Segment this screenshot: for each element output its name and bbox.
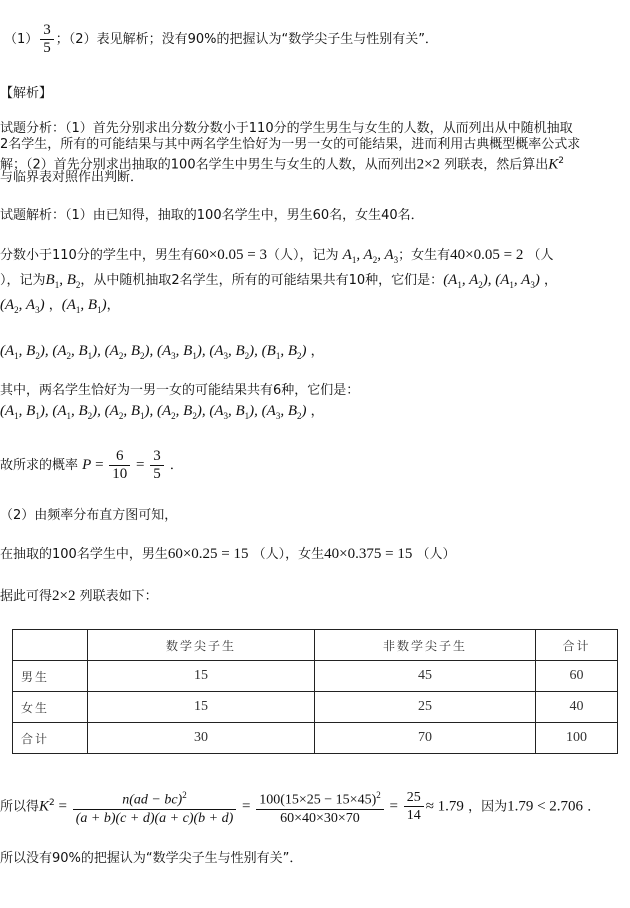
- table-cell: 15: [88, 661, 315, 692]
- table-row: [13, 661, 618, 692]
- solution-line-5: 其中，两名学生恰好为一男一女的可能结果共有6种，它们是：: [0, 383, 360, 398]
- table-cell: 25: [315, 692, 536, 723]
- analysis-line-4: 与临界表对照作出判断．: [0, 170, 144, 185]
- analysis-heading: 【解析】: [0, 86, 53, 101]
- table-header-cell: 非数学尖子生: [315, 630, 536, 661]
- analysis-line-2: 2名学生，所有的可能结果与其中两名学生恰好为一男一女的可能结果，进而利用古典概型概率公式求: [0, 137, 581, 152]
- solution-line-6: ($A_1$, $B_1$), ($A_1$, $B_2$), ($A_2$, $B_1$), ($A_2$, $B_2$), ($A_3$, $B_1$), ($A_3$, $B_2$) ，: [0, 403, 324, 421]
- table-cell: 100: [536, 723, 618, 754]
- conclusion: 所以没有90%的把握认为“数学尖子生与性别有关”．: [0, 851, 303, 866]
- set-A-boys: $A_1$, $A_2$, $A_3$: [342, 247, 399, 265]
- table-cell: 45: [315, 661, 536, 692]
- solution-intro: 试题解析：（1）由已知得，抽取的100名学生中，男生60名，女生40名．: [0, 208, 424, 223]
- table-header-cell: 数学尖子生: [88, 630, 315, 661]
- part2-intro: （2）由频率分布直方图可知，: [0, 508, 178, 523]
- answer-line: （1） $\frac{3}{5}$ ；（2）表见解析；没有90%的把握认为“数学尖子生与性别有关”．: [4, 22, 438, 56]
- contingency-table: [12, 629, 618, 754]
- table-cell: 70: [315, 723, 536, 754]
- table-cell: 40: [536, 692, 618, 723]
- table-row-label: 合计: [13, 723, 88, 754]
- analysis-line-3: 解；（2）首先分别求出抽取的100名学生中男生与女生的人数，从而列出2×2 列联表，然后算出$K^2$: [0, 156, 564, 173]
- table-header-cell: [13, 630, 88, 661]
- analysis-line-1: 试题分析：（1）首先分别求出分数分数小于110分的学生男生与女生的人数，从而列出从中随机抽取: [0, 121, 573, 136]
- solution-line-3: ($A_2$, $A_3$) ，($A_1$, $B_1$)，: [0, 297, 120, 315]
- solution-line-1: 分数小于110分的学生中，男生有60×0.05 = 3（人），记为 $A_1$, $A_2$, $A_3$；女生有40×0.05 = 2 （人: [0, 247, 554, 265]
- table-row-label: 女生: [13, 692, 88, 723]
- formula-values: $\frac{100(15\times 25 - 15\times 45)^2}{60\times 40\times 30\times 70}$: [256, 787, 384, 827]
- answer-part2: （2）表见解析；没有90%的把握认为“数学尖子生与性别有关”．: [68, 32, 438, 47]
- probability-line: 故所求的概率 P = $\frac{6}{10}$ = $\frac{3}{5}$ ．: [0, 448, 183, 482]
- chi-square-formula: 所以得$K^2$ = $\frac{n(ad - bc)^2}{(a + b)(c + d)(a + c)(b + d)}$ = $\frac{100(15\times 25 - 15\times 45)^2}{60\times 40\times 30\times 70}$ = $\frac{25}{14}$ ≈ 1.79 ，因为1.79 < 2.706 ．: [0, 787, 600, 827]
- table-row-label: 男生: [13, 661, 88, 692]
- solution-line-2: ），记为$B_1$, $B_2$，从中随机抽取2名学生，所有的可能结果共有10种，它们是：($A_1$, $A_2$), ($A_1$, $A_3$) ，: [0, 272, 557, 290]
- table-cell: 15: [88, 692, 315, 723]
- part2-counts: 在抽取的100名学生中，男生60×0.25 = 15 （人），女生40×0.375 = 15 （人）: [0, 546, 456, 562]
- formula-general: $\frac{n(ad - bc)^2}{(a + b)(c + d)(a + c)(b + d)}$: [73, 787, 237, 827]
- table-cell: 30: [88, 723, 315, 754]
- table-row: [13, 692, 618, 723]
- answer-part1-label: （1）: [4, 32, 39, 47]
- table-cell: 60: [536, 661, 618, 692]
- set-B-girls: $B_1$, $B_2$: [45, 272, 81, 290]
- answer-fraction: $\frac{3}{5}$: [40, 22, 54, 57]
- solution-line-4: ($A_1$, $B_2$), ($A_2$, $B_1$), ($A_2$, $B_2$), ($A_3$, $B_1$), ($A_3$, $B_2$), ($B_1$, $B_2$) ，: [0, 343, 324, 361]
- table-intro: 据此可得2×2 列联表如下：: [0, 588, 158, 604]
- formula-result: $\frac{25}{14}$: [404, 789, 424, 824]
- table-header-row: [13, 630, 618, 661]
- table-row: [13, 723, 618, 754]
- table-header-cell: 合计: [536, 630, 618, 661]
